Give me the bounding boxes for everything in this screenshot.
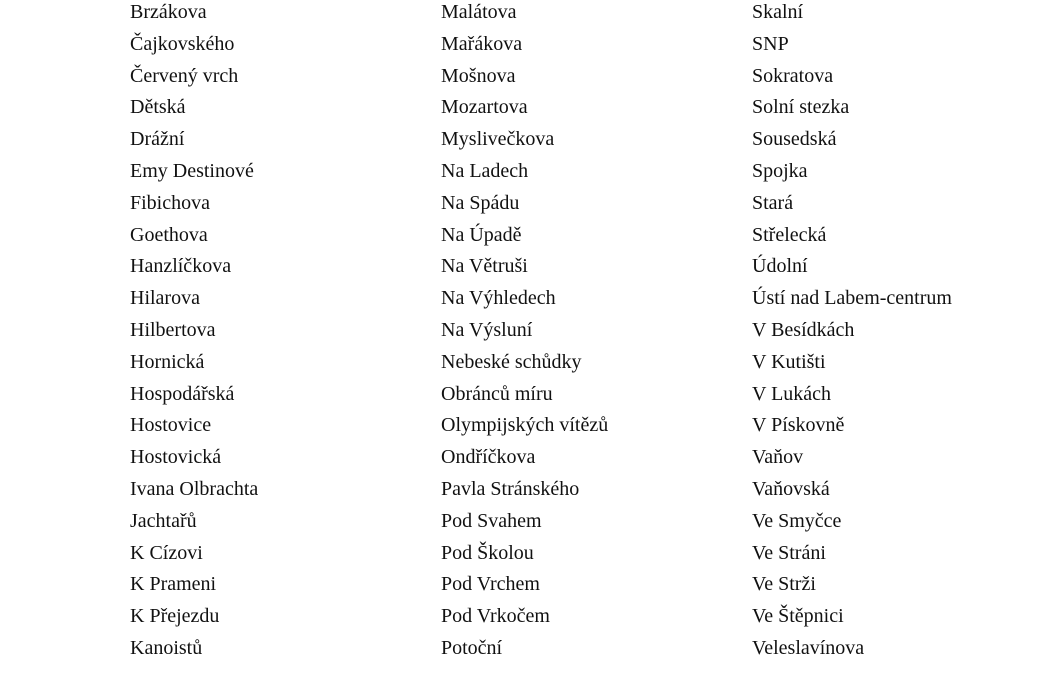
street-name: Vaňov: [752, 446, 804, 469]
street-name: Vaňovská: [752, 477, 830, 500]
street-name: Červený vrch: [130, 64, 239, 87]
street-name: Hilbertova: [130, 318, 216, 341]
street-column-1: [130, 0, 258, 665]
street-name: Kanoistů: [130, 636, 203, 659]
street-name: Hostovice: [130, 414, 212, 437]
street-name: Ve Strži: [752, 573, 816, 596]
street-name: Olympijských vítězů: [441, 414, 609, 437]
street-name: Emy Destinové: [130, 159, 254, 182]
street-name: V Besídkách: [752, 318, 855, 341]
street-name: K Přejezdu: [130, 605, 220, 628]
street-name: Skalní: [752, 1, 804, 23]
street-name: V Pískovně: [752, 414, 845, 437]
street-name: Fibichova: [130, 191, 210, 214]
street-name: Sousedská: [752, 128, 837, 151]
street-name: Ústí nad Labem-centrum: [752, 287, 952, 310]
street-name: SNP: [752, 32, 789, 55]
street-name: Goethova: [130, 223, 208, 246]
street-name: Hanzlíčkova: [130, 255, 232, 278]
street-name: Střelecká: [752, 223, 827, 246]
street-name: Hornická: [130, 350, 205, 373]
street-column-3: [752, 0, 952, 665]
street-name: Solní stezka: [752, 96, 850, 119]
street-name: Na Výsluní: [441, 318, 533, 341]
street-name: Nebeské schůdky: [441, 350, 582, 373]
street-name: Mozartova: [441, 96, 528, 119]
street-name: Pod Svahem: [441, 509, 542, 532]
street-name: Na Ladech: [441, 159, 529, 182]
street-name: Na Úpadě: [441, 223, 522, 246]
street-name: Ivana Olbrachta: [130, 477, 259, 500]
street-name: Stará: [752, 191, 794, 214]
street-name: Brzákova: [130, 1, 207, 23]
street-name: Drážní: [130, 128, 185, 151]
street-name: Jachtařů: [130, 509, 197, 532]
street-name: Pod Školou: [441, 541, 534, 564]
street-name: Mošnova: [441, 64, 516, 87]
street-name: Pod Vrkočem: [441, 605, 550, 628]
street-name: Na Spádu: [441, 191, 520, 214]
street-name: Údolní: [752, 255, 808, 278]
street-name: Hilarova: [130, 287, 200, 310]
street-name: Na Větruši: [441, 255, 528, 278]
street-name: Ve Štěpnici: [752, 605, 844, 628]
street-name: Mařákova: [441, 32, 523, 55]
street-name: Myslivečkova: [441, 128, 555, 151]
street-name: V Lukách: [752, 382, 832, 405]
street-name: Ve Stráni: [752, 541, 826, 564]
street-name: Potoční: [441, 636, 503, 659]
street-column-2: [441, 0, 608, 665]
street-name: Na Výhledech: [441, 287, 556, 310]
street-name: Sokratova: [752, 64, 834, 87]
street-name: Hospodářská: [130, 382, 235, 405]
street-name: Veleslavínova: [752, 636, 865, 659]
street-name: K Prameni: [130, 573, 217, 596]
street-name: V Kutišti: [752, 350, 826, 373]
street-name: Malátova: [441, 1, 517, 23]
street-name: Ondříčkova: [441, 446, 536, 469]
street-name: Pavla Stránského: [441, 477, 580, 500]
street-name: Obránců míru: [441, 382, 553, 405]
street-name: Čajkovského: [130, 32, 235, 55]
street-name: Dětská: [130, 96, 186, 119]
street-name: K Cízovi: [130, 541, 203, 564]
street-name: Spojka: [752, 159, 808, 182]
street-name: Hostovická: [130, 446, 222, 469]
street-name: Ve Smyčce: [752, 509, 842, 532]
street-name: Pod Vrchem: [441, 573, 540, 596]
